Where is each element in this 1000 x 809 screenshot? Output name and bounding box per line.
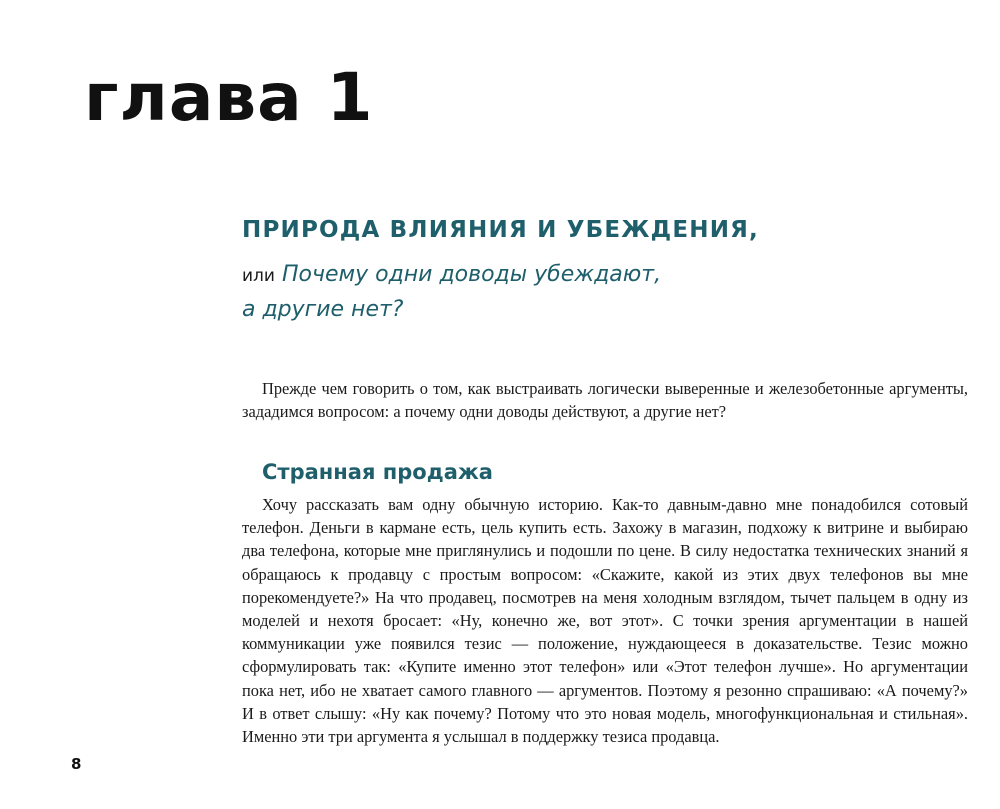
section-heading-block [242,212,962,327]
story-paragraph: Хочу рассказать вам одну обычную историю. Как-то давным-давно мне понадобился сотовый телефон. Деньги в кармане есть, цель купить есть. Захожу в магазин, подхожу к витрине и выбираю два телефона, которые мне приглянулись и подошли по цене. В силу недостатка технических знаний я обращаюсь к продавцу с простым вопросом: «Скажите, какой из этих двух телефонов вы мне порекомендуете?» На что продавец, посмотрев на меня холодным взглядом, тычет пальцем в одну из моделей и нехотя бросает: «Ну, конечно же, вот этот». С точки зрения аргументации в нашей коммуникации уже появился тезис — положение, нуждающееся в доказательстве. Тезис можно сформулировать так: «Купите именно этот телефон» или «Этот телефон лучше». Но аргументации пока нет, ибо не хватает самого главного — аргументов. Поэтому я резонно спрашиваю: «А почему?» И в ответ слышу: «Ну как почему? Потому что это новая модель, многофункциональная и стильная». Именно эти три аргумента я услышал в поддержку тезиса продавца. [242,495,968,747]
page-number: 8 [71,755,82,773]
subtitle-prefix: или [242,266,275,286]
subtitle-line-1: Почему одни доводы убеждают, [281,262,662,287]
section-heading: ПРИРОДА ВЛИЯНИЯ И УБЕЖДЕНИЯ, [242,217,759,243]
section-subtitle [242,258,962,327]
subsection-heading: Странная продажа [262,460,493,484]
chapter-title: глава 1 [84,59,374,136]
intro-paragraph: Прежде чем говорить о том, как выстраивать логически выверенные и железобетонные аргументы, зададимся вопросом: а почему одни доводы действуют, а другие нет? [242,379,968,422]
subtitle-line-2: а другие нет? [242,297,404,322]
